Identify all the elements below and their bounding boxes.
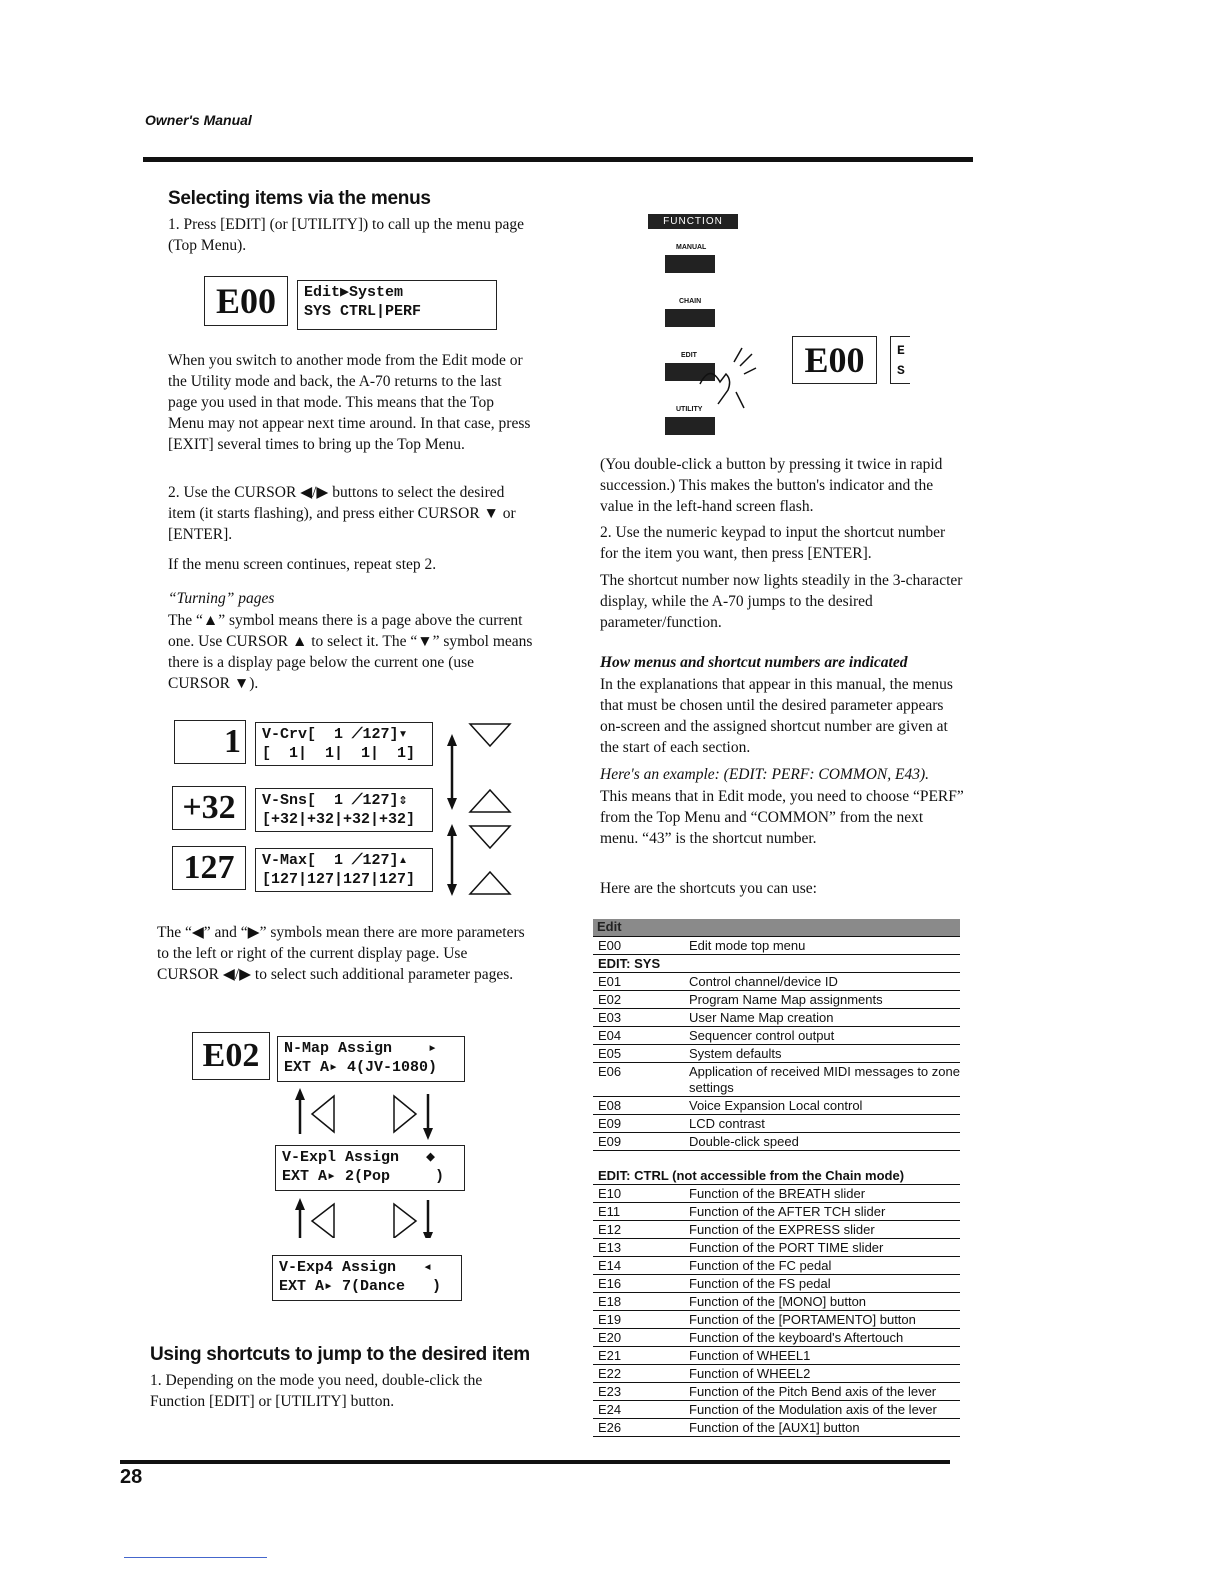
table-row (593, 1221, 960, 1239)
page-number: 28 (120, 1466, 143, 1488)
code: E20 (598, 1330, 622, 1345)
desc: Function of the keyboard's Aftertouch (689, 1330, 904, 1345)
section-title-selecting (168, 188, 533, 210)
table-row (593, 1257, 960, 1275)
desc: Function of WHEEL1 (689, 1348, 811, 1363)
code: E11 (598, 1204, 621, 1219)
table-row (593, 1401, 960, 1419)
code: E13 (598, 1240, 622, 1255)
step1-text: 1. Press [EDIT] (or [UTILITY]) to call up the menu page (Top Menu). (168, 216, 524, 254)
desc: Program Name Map assignments (689, 992, 883, 1007)
desc: Function of WHEEL2 (689, 1366, 811, 1381)
turning-title: “Turning” pages (168, 590, 275, 607)
table-row (593, 1027, 960, 1045)
code: E00 (598, 938, 622, 953)
lcd-text-vsns (255, 788, 433, 832)
desc: Control channel/device ID (689, 974, 838, 989)
band-label: Edit (597, 919, 622, 934)
lcd-line1: V-Crv[ 1 ⟋127]▾ (262, 726, 408, 743)
table-row (593, 1329, 960, 1347)
code: E12 (598, 1222, 622, 1237)
how-title: How menus and shortcut numbers are indicated (600, 654, 908, 671)
code: E22 (598, 1366, 622, 1381)
utility-label: UTILITY (676, 406, 703, 413)
desc: Function of the Modulation axis of the lever (689, 1402, 937, 1417)
cursor-up-icon (470, 872, 510, 894)
sec2-step1: 1. Depending on the mode you need, double-click the Function [EDIT] or [UTILITY] button. (150, 1372, 483, 1410)
chain-label: CHAIN (679, 298, 702, 305)
desc: Application of received MIDI messages to zone settings (689, 1064, 960, 1095)
code: E09 (598, 1116, 622, 1131)
code: E09 (598, 1134, 622, 1149)
lcd-line1: E (897, 343, 905, 358)
lcd-text-e00 (297, 280, 497, 330)
table-row (593, 1009, 960, 1027)
lcd-line1: V-Expl Assign ◆ (282, 1149, 436, 1166)
ctrl-section-title: EDIT: CTRL (not accessible from the Chain mode) (593, 1167, 960, 1185)
cursor-down-icon (470, 724, 510, 746)
top-rule (143, 157, 973, 162)
lcd-line1: V-Exp4 Assign ◂ (279, 1259, 433, 1276)
table-row (593, 1185, 960, 1203)
running-header: Owner's Manual (145, 112, 252, 128)
step2-text: 2. Use the CURSOR ◀/▶ buttons to select the desired item (it starts flashing), and press either CURSOR ▼ or [ENTER]. (168, 484, 516, 543)
code: E05 (598, 1046, 622, 1061)
code: E01 (598, 974, 622, 989)
table-row (593, 937, 960, 955)
desc: Function of the [PORTAMENTO] button (689, 1312, 916, 1327)
section-title-shortcuts (150, 1344, 540, 1366)
table-row (593, 1419, 960, 1437)
lcd-line1: Edit▶System (304, 284, 404, 301)
table-row (593, 1275, 960, 1293)
desc: Function of the EXPRESS slider (689, 1222, 875, 1237)
table-row (593, 991, 960, 1009)
code: E03 (598, 1010, 622, 1025)
desc: Function of the AFTER TCH slider (689, 1204, 886, 1219)
sys-section-title: EDIT: SYS (593, 955, 960, 973)
desc: Double-click speed (689, 1134, 799, 1149)
code: E23 (598, 1384, 622, 1399)
lcd-line2: EXT A▸ 7(Dance ) (279, 1278, 442, 1295)
manual-button[interactable] (665, 255, 715, 273)
table-row (593, 1239, 960, 1257)
table-row (593, 1347, 960, 1365)
double-click-hand-icon (690, 344, 760, 414)
turning-text: The “▲” symbol means there is a page above the current one. Use CURSOR ▲ to select it. The “▼” symbol means there is a display page below the current one (use CURSOR ▼). (168, 612, 533, 692)
lcd-line1: V-Sns[ 1 ⟋127]⇕ (262, 792, 408, 809)
page-navigation-arrows (440, 720, 520, 900)
table-row (593, 1383, 960, 1401)
table-row (593, 973, 960, 991)
cursor-left-icon (295, 1088, 334, 1134)
table-row (593, 1045, 960, 1063)
para-double-click: (You double-click a button by pressing it twice in rapid succession.) This makes the button's indicator and the value in the left-hand screen flash. (600, 456, 943, 515)
manual-label: MANUAL (676, 244, 707, 251)
function-panel-label: FUNCTION (648, 214, 738, 229)
example-title: Here's an example: (EDIT: PERF: COMMON, E43). (600, 766, 930, 783)
code: E16 (598, 1276, 622, 1291)
lcd-line2: EXT A▸ 4(JV-1080) (284, 1059, 438, 1076)
desc: Function of the Pitch Bend axis of the lever (689, 1384, 937, 1399)
desc: Function of the BREATH slider (689, 1186, 866, 1201)
desc: System defaults (689, 1046, 782, 1061)
lcd-line2: [ 1| 1| 1| 1] (262, 745, 416, 762)
utility-button[interactable] (665, 417, 715, 435)
updown-arrow-icon (447, 734, 457, 810)
lcd-text-vcrv (255, 722, 433, 766)
table-row (593, 1203, 960, 1221)
table-row (593, 1097, 960, 1115)
table-band (593, 919, 960, 937)
cursor-right-icon (394, 1200, 433, 1238)
table-row (593, 1293, 960, 1311)
code: E08 (598, 1098, 622, 1113)
lcd-number-127: 127 (172, 846, 246, 890)
lcd-line2: [127|127|127|127] (262, 871, 416, 888)
lcd-text-nmap (277, 1036, 465, 1082)
lcd-line1: N-Map Assign ▸ (284, 1040, 438, 1057)
desc: Function of the FS pedal (689, 1276, 831, 1291)
lcd-number-e02: E02 (192, 1032, 270, 1080)
updown-arrow-icon (447, 824, 457, 896)
heading: Using shortcuts to jump to the desired item (150, 1344, 530, 1365)
para-lights: The shortcut number now lights steadily in the 3-character display, while the A-70 jumps to the desired parameter/function. (600, 572, 963, 631)
footer-line (124, 1557, 267, 1558)
cursor-down-icon (470, 826, 510, 848)
lcd-number-e00-flashing: E00 (792, 336, 877, 384)
lcd-line2: SYS CTRL|PERF (304, 303, 422, 320)
code: E19 (598, 1312, 622, 1327)
table-row (593, 1365, 960, 1383)
desc: Sequencer control output (689, 1028, 835, 1043)
table-row (593, 1133, 960, 1151)
code: E24 (598, 1402, 622, 1417)
para-switch: When you switch to another mode from the Edit mode or the Utility mode and back, the A-70 returns to the last page you used in that mode. This means that the Top Menu may not appear next time around. In that case, press [EXIT] several times to bring up the Top Menu. (168, 352, 531, 453)
ctrl-rows (593, 1185, 960, 1437)
desc: Voice Expansion Local control (689, 1098, 863, 1113)
table-row (593, 1115, 960, 1133)
code: E18 (598, 1294, 622, 1309)
table-row (593, 1063, 960, 1097)
lcd-partial-text (890, 336, 910, 384)
chain-button[interactable] (665, 309, 715, 327)
code: E06 (598, 1064, 622, 1079)
desc: Edit mode top menu (689, 938, 806, 953)
code: E14 (598, 1258, 622, 1273)
desc: LCD contrast (689, 1116, 765, 1131)
lcd-line2: EXT A▸ 2(Pop ) (282, 1168, 445, 1185)
lcd-number-plus32: +32 (172, 786, 246, 830)
lcd-number-1: 1 (174, 720, 246, 764)
how-text: In the explanations that appear in this manual, the menus that must be chosen until the desired parameter appears on-screen and the assigned shortcut number are given at the start of each section. (600, 676, 953, 756)
code: E21 (598, 1348, 622, 1363)
desc: User Name Map creation (689, 1010, 834, 1025)
sys-rows (593, 973, 960, 1151)
lcd-line2: [+32|+32|+32|+32] (262, 811, 416, 828)
lr-text: The “◀” and “▶” symbols mean there are more parameters to the left or right of the current display page. Use CURSOR ◀/▶ to select such additional parameter pages. (157, 924, 525, 983)
edit-label: EDIT (681, 352, 697, 359)
code: E04 (598, 1028, 622, 1043)
desc: Function of the PORT TIME slider (689, 1240, 884, 1255)
shortcut-table (593, 919, 960, 1437)
lcd-text-vexpl (275, 1145, 465, 1191)
example-text: This means that in Edit mode, you need to choose “PERF” from the Top Menu and “COMMON” from the next menu. “43” is the shortcut number. (600, 788, 964, 847)
lcd-number-e00: E00 (204, 276, 288, 326)
lcd-line2: S (897, 363, 905, 378)
para-repeat: If the menu screen continues, repeat step 2. (168, 556, 437, 573)
table-row (593, 1311, 960, 1329)
heading: Selecting items via the menus (168, 188, 431, 209)
lcd-line1: V-Max[ 1 ⟋127]▴ (262, 852, 408, 869)
lcd-text-vmax (255, 848, 433, 892)
desc: Function of the [AUX1] button (689, 1420, 860, 1435)
shortcuts-intro: Here are the shortcuts you can use: (600, 880, 817, 897)
bottom-rule (120, 1460, 950, 1464)
code: E10 (598, 1186, 622, 1201)
cursor-right-icon (394, 1094, 433, 1140)
code: E26 (598, 1420, 622, 1435)
lcd-text-vexp4 (272, 1255, 462, 1301)
desc: Function of the FC pedal (689, 1258, 832, 1273)
desc: Function of the [MONO] button (689, 1294, 867, 1309)
cursor-left-icon (295, 1198, 334, 1238)
code: E02 (598, 992, 622, 1007)
cursor-up-icon (470, 790, 510, 812)
right-step2: 2. Use the numeric keypad to input the shortcut number for the item you want, then press [ENTER]. (600, 524, 946, 562)
